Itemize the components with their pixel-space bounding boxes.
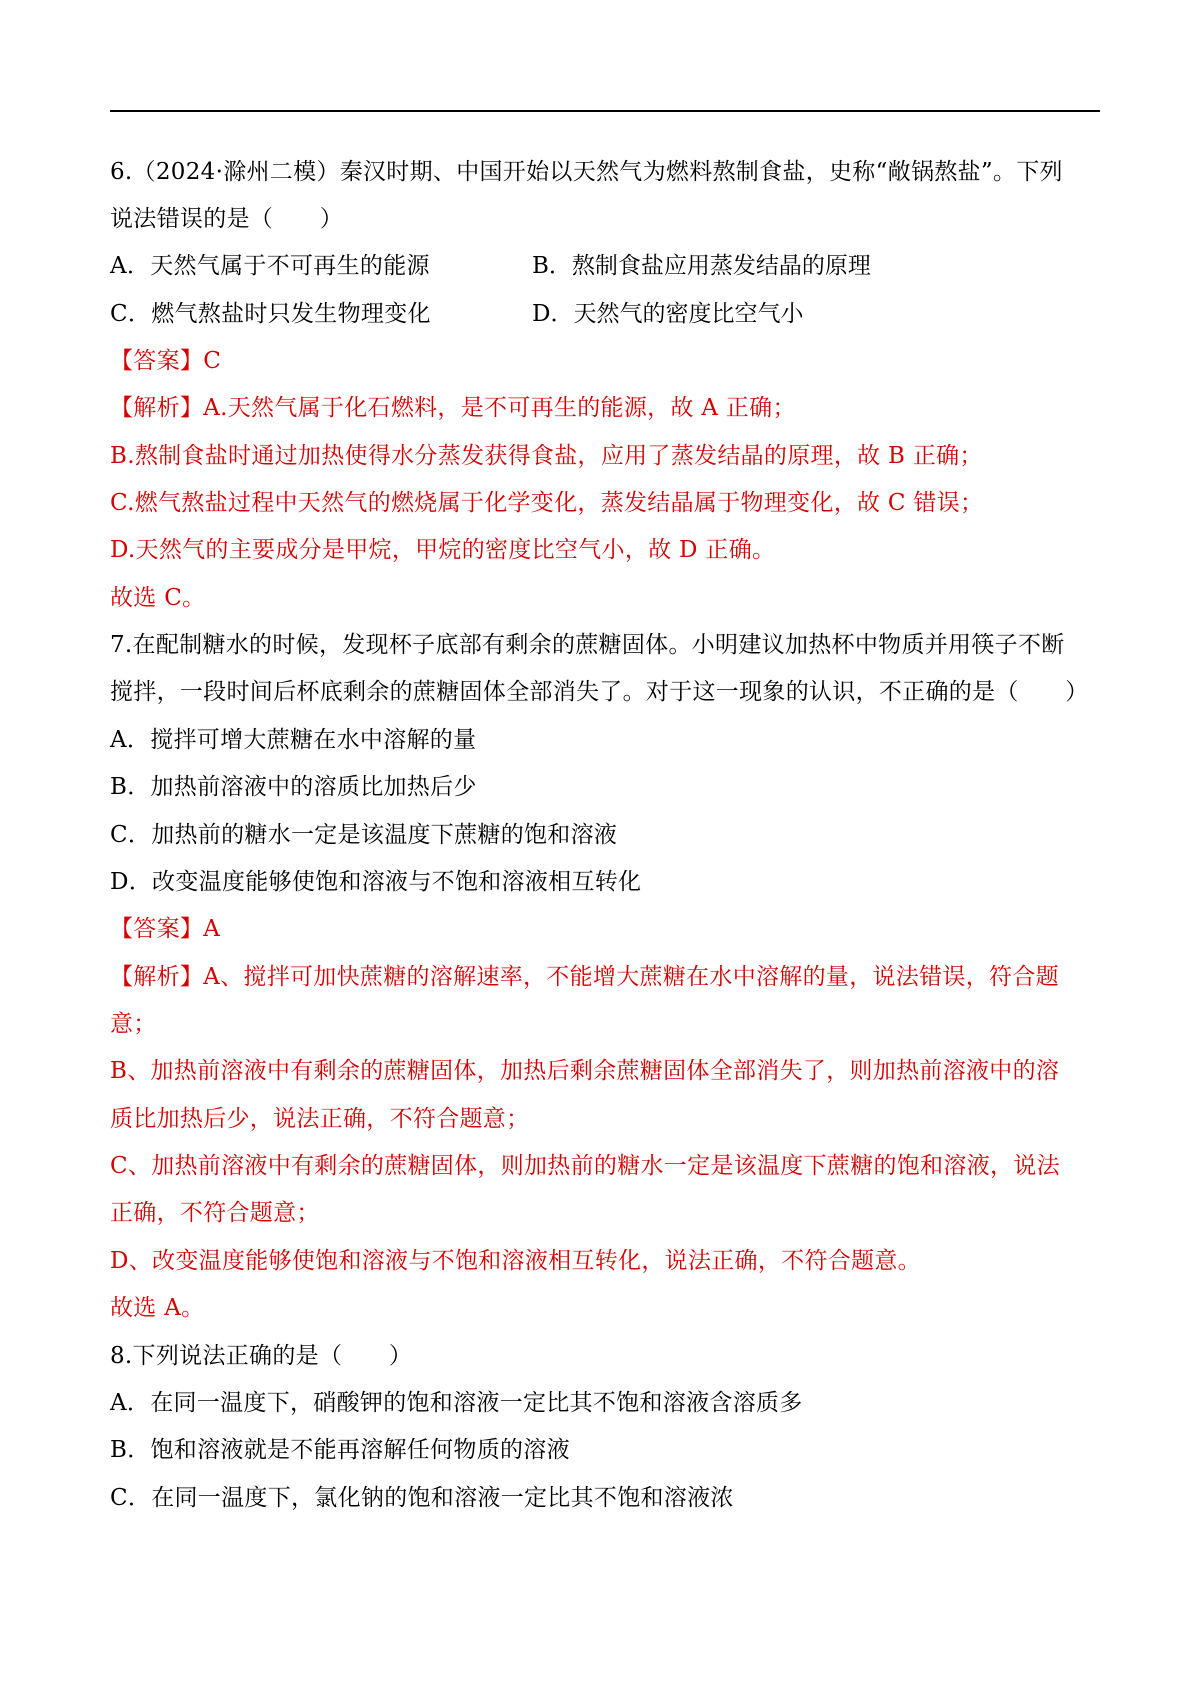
q7-analysis-line: 质比加热后少，说法正确，不符合题意； (110, 1106, 530, 1132)
q8-option-a: A．在同一温度下，硝酸钾的饱和溶液一定比其不饱和溶液含溶质多 (110, 1390, 803, 1416)
q7-conclusion: 故选 A。 (110, 1295, 205, 1321)
q7-option-a: A．搅拌可增大蔗糖在水中溶解的量 (110, 727, 477, 753)
q6-analysis-line: D.天然气的主要成分是甲烷，甲烷的密度比空气小，故 D 正确。 (110, 537, 776, 563)
q6-stem-line2: 说法错误的是（ ） (110, 206, 343, 232)
q7-analysis-line: 正确，不符合题意； (110, 1200, 320, 1226)
q6-option-a: A．天然气属于不可再生的能源 (110, 253, 430, 279)
q7-analysis-line: B、加热前溶液中有剩余的蔗糖固体，加热后剩余蔗糖固体全部消失了，则加热前溶液中的溶 (110, 1058, 1060, 1084)
q7-stem-line2: 搅拌，一段时间后杯底剩余的蔗糖固体全部消失了。对于这一现象的认识，不正确的是（ ） (110, 679, 1089, 705)
q7-option-b: B．加热前溶液中的溶质比加热后少 (110, 774, 477, 800)
q6-analysis-line: B.熬制食盐时通过加热使得水分蒸发获得食盐，应用了蒸发结晶的原理，故 B 正确； (110, 443, 983, 469)
q6-analysis-line: C.燃气熬盐过程中天然气的燃烧属于化学变化，蒸发结晶属于物理变化，故 C 错误； (110, 490, 984, 516)
q6-option-d: D．天然气的密度比空气小 (532, 301, 804, 327)
q7-analysis-line: D、改变温度能够使饱和溶液与不饱和溶液相互转化，说法正确，不符合题意。 (110, 1248, 921, 1274)
q7-answer: 【答案】A (110, 916, 221, 942)
q6-option-b: B．熬制食盐应用蒸发结晶的原理 (532, 253, 871, 279)
q8-option-b: B．饱和溶液就是不能再溶解任何物质的溶液 (110, 1437, 570, 1463)
q7-analysis-line: 意； (110, 1011, 157, 1037)
q7-stem-line1: 7.在配制糖水的时候，发现杯子底部有剩余的蔗糖固体。小明建议加热杯中物质并用筷子不断 (110, 632, 1065, 658)
q6-answer: 【答案】C (110, 348, 222, 374)
q8-stem: 8.下列说法正确的是（ ） (110, 1343, 413, 1369)
q7-option-d: D．改变温度能够使饱和溶液与不饱和溶液相互转化 (110, 869, 642, 895)
header-rule (110, 110, 1100, 112)
q6-conclusion: 故选 C。 (110, 585, 206, 611)
q8-option-c: C．在同一温度下，氯化钠的饱和溶液一定比其不饱和溶液浓 (110, 1485, 734, 1511)
q7-option-c: C．加热前的糖水一定是该温度下蔗糖的饱和溶液 (110, 822, 618, 848)
q6-analysis-line: 【解析】A.天然气属于化石燃料，是不可再生的能源，故 A 正确； (110, 395, 796, 421)
q7-analysis-line: C、加热前溶液中有剩余的蔗糖固体，则加热前的糖水一定是该温度下蔗糖的饱和溶液，说法 (110, 1153, 1060, 1179)
q6-option-c: C．燃气熬盐时只发生物理变化 (110, 301, 431, 327)
q6-stem-line1: 6.（2024·滁州二模）秦汉时期、中国开始以天然气为燃料熬制食盐，史称“敞锅熬盐”。下列 (110, 159, 1063, 185)
q7-analysis-line: 【解析】A、搅拌可加快蔗糖的溶解速率，不能增大蔗糖在水中溶解的量，说法错误，符合题 (110, 964, 1059, 990)
